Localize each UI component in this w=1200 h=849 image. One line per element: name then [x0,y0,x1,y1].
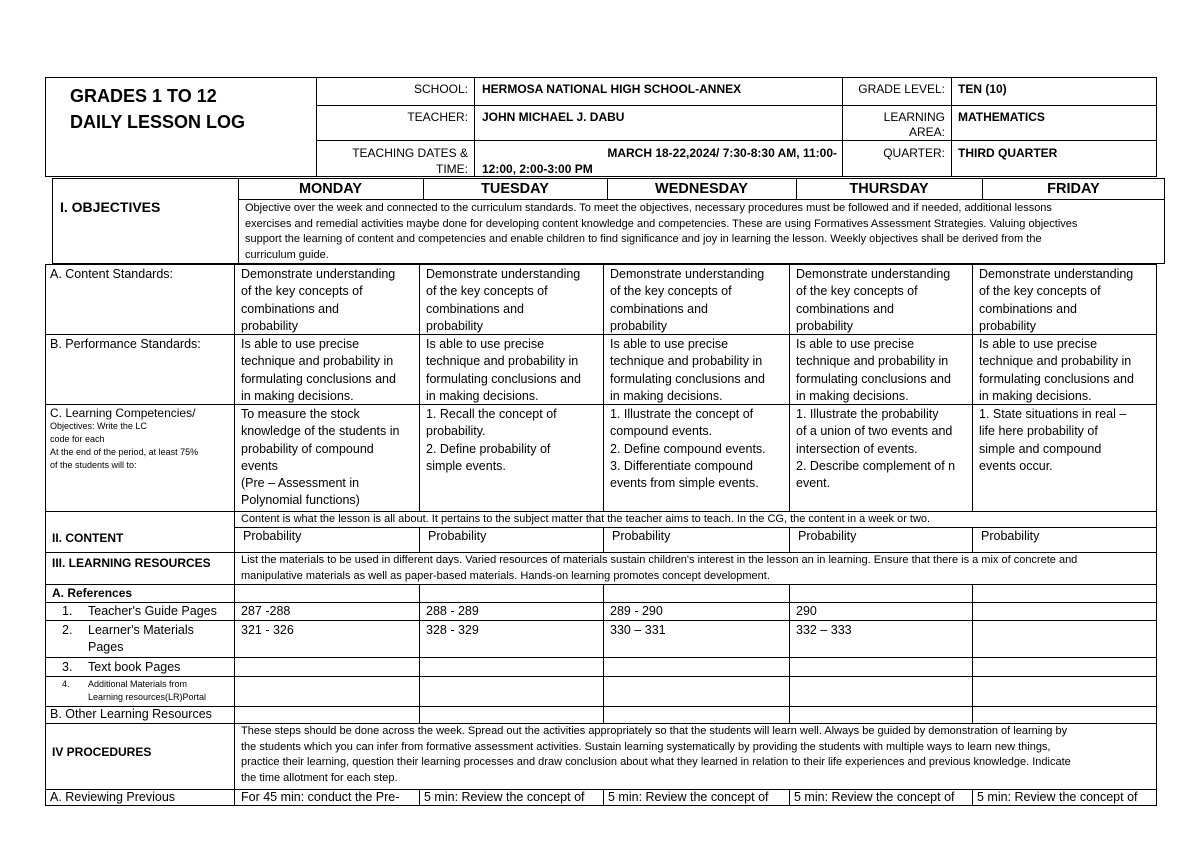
performance-standards-thursday [796,336,971,405]
dates-value-1: MARCH 18-22,2024/ 7:30-8:30 AM, 11:00- [607,146,837,160]
cell-line: 1. Illustrate the probability [796,407,939,421]
learning-area-label-1: LEARNING [883,110,945,124]
cell-line: technique and probability in [610,354,763,369]
cell-line: (Pre – Assessment in [241,476,360,491]
content-wednesday: Probability [612,529,671,543]
content-label: II. CONTENT [52,531,124,545]
teachers-guide-tuesday: 288 - 289 [426,604,479,618]
cell-line: of the key concepts of [979,284,1101,299]
note-line: Objective over the week and connected to the curriculum standards. To meet the objectives, necessary procedures must be followed and if needed, additional lessons [245,202,1052,214]
competencies-friday [979,406,1156,475]
cell-line: 1. Illustrate the concept of [610,407,754,421]
divider [45,657,1157,658]
cell-line: events [241,458,278,473]
reviewing-monday: For 45 min: conduct the Pre- [241,790,400,804]
cell-line: combinations and [426,301,524,316]
divider [238,199,1165,200]
cell-line: Demonstrate understanding [796,267,951,281]
note-line: the time allotment for each step. [241,771,398,784]
note-line: practice their learning, question their learning processes and draw conclusion about what they learned in relation to their life experiences and previous knowledge. Indicate [241,756,1071,768]
cell-line: of the key concepts of [426,284,548,299]
quarter-label: QUARTER: [883,146,945,160]
cell-line: probability [979,318,1036,333]
teacher-value: JOHN MICHAEL J. DABU [482,110,625,124]
label-line: C. Learning Competencies/ [50,407,196,420]
learners-materials-thursday: 332 – 333 [796,623,852,637]
cell-line: 1. State situations in real – [979,407,1127,421]
note-line: List the materials to be used in different days. Varied resources of materials sustain children's interest in the lesson an in learning. Ensure that there is a mix of concrete and [241,554,1078,566]
dates-value-2: 12:00, 2:00-3:00 PM [482,162,593,176]
label-line: Learner's Materials [88,623,194,637]
cell-line: intersection of events. [796,441,918,456]
divider [419,789,420,806]
teachers-guide-thursday: 290 [796,604,817,618]
performance-standards-friday [979,336,1156,405]
cell-line: knowledge of the students in [241,424,400,439]
note-line: curriculum guide. [245,248,329,261]
learning-area-value: MATHEMATICS [958,110,1045,124]
content-standards-wednesday [610,266,788,335]
reviewing-friday: 5 min: Review the concept of [977,790,1138,804]
day-header-monday: MONDAY [298,181,363,197]
cell-line: life here probability of [979,424,1098,439]
reviewing-wednesday: 5 min: Review the concept of [608,790,769,804]
cell-line: probability [610,318,667,333]
content-tuesday: Probability [428,529,487,543]
label-line: Learning resources(LR)Portal [88,692,207,702]
cell-line: of the key concepts of [610,284,732,299]
cell-line: Demonstrate understanding [426,267,581,281]
content-friday: Probability [981,529,1040,543]
ref-num-3: 3. [62,660,73,674]
procedures-label: IV PROCEDURES [52,745,152,759]
divider [972,584,973,723]
performance-standards-label: B. Performance Standards: [50,337,201,351]
divider [972,264,973,511]
divider [789,527,790,552]
cell-line: of a union of two events and [796,424,953,439]
objectives-note [245,201,1160,263]
cell-line: event. [796,476,831,491]
additional-materials-label [88,678,232,704]
performance-standards-wednesday [610,336,788,405]
label-line: code for each [50,434,105,444]
cell-line: technique and probability in [241,354,394,369]
dates-label-2: TIME: [436,162,468,176]
cell-line: technique and probability in [796,354,949,369]
divider [316,105,1157,106]
divider [842,77,843,177]
content-standards-label: A. Content Standards: [50,267,173,281]
cell-line: Is able to use precise [979,337,1098,351]
cell-line: in making decisions. [796,388,909,403]
textbook-pages-label: Text book Pages [88,660,181,674]
performance-standards-tuesday [426,336,602,405]
divider [234,264,235,806]
divider [603,264,604,511]
cell-line: probability [241,318,298,333]
objectives-heading: I. OBJECTIVES [60,199,161,215]
label-line: of the students will to: [50,460,137,470]
cell-line: Demonstrate understanding [979,267,1134,281]
label-line: Additional Materials from [88,679,188,689]
references-label: A. References [52,586,133,600]
cell-line: Polynomial functions) [241,493,360,508]
cell-line: formulating conclusions and [796,371,951,386]
divider [316,140,1157,141]
cell-line: events from simple events. [610,476,759,491]
ref-num-4: 4. [62,679,70,689]
day-header-wednesday: WEDNESDAY [655,181,748,197]
other-resources-label: B. Other Learning Resources [50,707,212,721]
teachers-guide-label: Teacher's Guide Pages [88,604,217,618]
note-line: exercises and remedial activities maybe done for developing content knowledge and competencies. These are using Formatives Assessment Strategies. Valuing objectives [245,217,1078,230]
cell-line: combinations and [796,301,894,316]
cell-line: To measure the stock [241,407,360,421]
divider [789,789,790,806]
doc-title-line2: DAILY LESSON LOG [70,112,246,132]
cell-line: technique and probability in [979,354,1132,369]
cell-line: Is able to use precise [796,337,915,351]
content-note: Content is what the lesson is all about. It pertains to the subject matter that the teacher aims to teach. In the CG, the content in a week or two. [241,513,931,525]
cell-line: probability. [426,424,486,439]
cell-line: 2. Define compound events. [610,441,766,456]
learners-materials-label [88,622,232,657]
learning-area-label-2: AREA: [908,125,945,139]
divider [419,584,420,723]
cell-line: in making decisions. [979,388,1092,403]
divider [603,789,604,806]
cell-line: combinations and [610,301,708,316]
learners-materials-monday: 321 - 326 [241,623,294,637]
divider [972,789,973,806]
label-line: At the end of the period, at least 75% [50,447,199,457]
cell-line: Is able to use precise [426,337,545,351]
grade-level-label: GRADE LEVEL: [858,82,945,96]
performance-standards-monday [241,336,417,405]
label-line: Objectives: Write the LC [50,421,147,431]
procedures-note [241,724,1156,786]
cell-line: 2. Describe complement of n [796,458,956,473]
content-standards-friday [979,266,1156,335]
cell-line: probability of compound [241,441,374,456]
grade-level-value: TEN (10) [958,82,1007,96]
doc-title-line1: GRADES 1 TO 12 [70,86,217,106]
cell-line: Demonstrate understanding [610,267,765,281]
note-line: These steps should be done across the week. Spread out the activities appropriately so that the students will learn well. Always be guided by demonstration of learning by [241,725,1068,737]
cell-line: 3. Differentiate compound [610,458,753,473]
cell-line: probability [796,318,853,333]
divider [603,584,604,723]
divider [789,584,790,723]
cell-line: formulating conclusions and [610,371,765,386]
divider [474,77,475,177]
divider [316,77,317,177]
learners-materials-wednesday: 330 – 331 [610,623,666,637]
content-standards-monday [241,266,417,335]
cell-line: 1. Recall the concept of [426,407,557,421]
cell-line: technique and probability in [426,354,579,369]
cell-line: simple events. [426,458,506,473]
reviewing-thursday: 5 min: Review the concept of [794,790,955,804]
divider [603,527,604,552]
cell-line: in making decisions. [610,388,723,403]
school-label: SCHOOL: [413,82,468,96]
cell-line: combinations and [979,301,1077,316]
teachers-guide-wednesday: 289 - 290 [610,604,663,618]
content-standards-tuesday [426,266,602,335]
cell-line: formulating conclusions and [979,371,1134,386]
reviewing-tuesday: 5 min: Review the concept of [424,790,585,804]
cell-line: Demonstrate understanding [241,267,396,281]
day-header-tuesday: TUESDAY [481,181,549,197]
content-monday: Probability [243,529,302,543]
teacher-label: TEACHER: [407,110,468,124]
content-thursday: Probability [798,529,857,543]
divider [419,527,420,552]
cell-line: probability [426,318,483,333]
ref-num-1: 1. [62,604,73,618]
cell-line: formulating conclusions and [426,371,581,386]
ref-num-2: 2. [62,623,73,637]
cell-line: events occur. [979,458,1053,473]
cell-line: combinations and [241,301,339,316]
competencies-monday [241,406,417,510]
quarter-value: THIRD QUARTER [958,146,1058,160]
divider [972,527,973,552]
learning-resources-note [241,553,1156,584]
teachers-guide-monday: 287 -288 [241,604,291,618]
cell-line: compound events. [610,424,713,439]
competencies-tuesday [426,406,602,475]
day-header-friday: FRIDAY [1047,181,1100,197]
note-line: the students which you can infer from formative assessment activities. Sustain learning systematically by providing the students with multiple ways to learn new things, [241,740,1051,753]
cell-line: of the key concepts of [241,284,363,299]
note-line: support the learning of content and competencies and enable children to find significance and joy in learning the lesson. Weekly objectives shall be derived from the [245,233,1042,245]
divider [789,264,790,511]
school-value: HERMOSA NATIONAL HIGH SCHOOL-ANNEX [482,82,742,96]
learning-resources-label: III. LEARNING RESOURCES [52,556,211,570]
cell-line: in making decisions. [426,388,539,403]
dates-label-1: TEACHING DATES & [352,146,468,160]
divider [419,264,420,511]
divider [951,77,952,177]
cell-line: Is able to use precise [241,337,360,351]
competencies-wednesday [610,406,788,492]
learners-materials-tuesday: 328 - 329 [426,623,479,637]
cell-line: formulating conclusions and [241,371,396,386]
cell-line: simple and compound [979,441,1102,456]
competencies-label [50,407,232,472]
cell-line: 2. Define probability of [426,441,551,456]
competencies-thursday [796,406,971,492]
note-line: manipulative materials as well as paper-based materials. Hands-on learning promotes concept development. [241,569,770,582]
day-header-thursday: THURSDAY [849,181,929,197]
cell-line: of the key concepts of [796,284,918,299]
reviewing-previous-label: A. Reviewing Previous [50,790,176,804]
content-standards-thursday [796,266,971,335]
cell-line: in making decisions. [241,388,354,403]
cell-line: Is able to use precise [610,337,729,351]
label-line: Pages [88,640,124,655]
